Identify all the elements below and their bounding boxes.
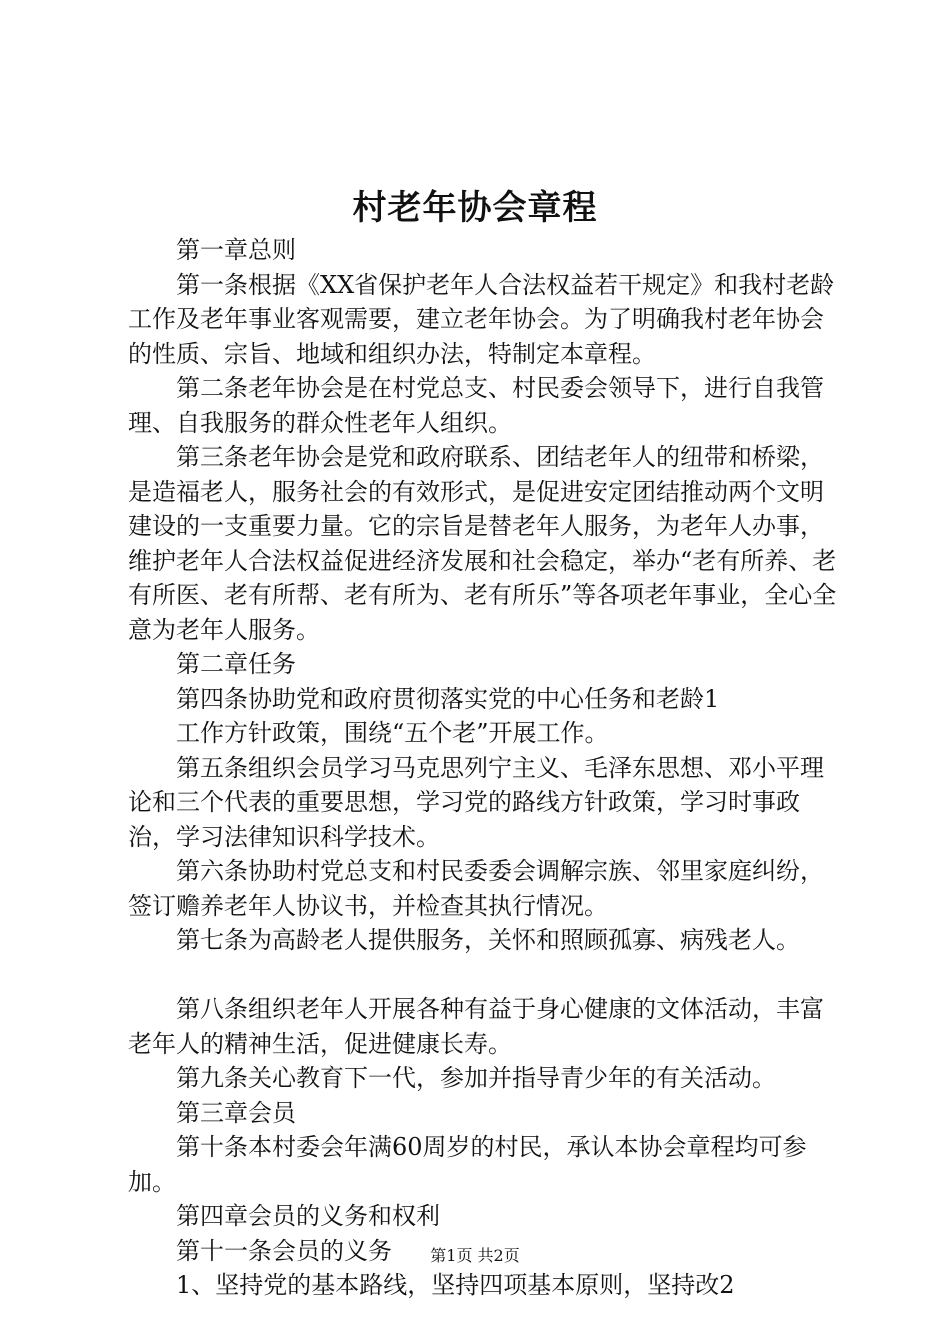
page-footer: 第1页 共2页	[430, 1246, 520, 1265]
article-paragraph: 第五条组织会员学习马克思列宁主义、毛泽东思想、邓小平理论和三个代表的重要思想，学习党的路线方针政策，学习时事政治，学习法律知识科学技术。	[128, 753, 824, 851]
chapter-heading: 第四章会员的义务和权利	[176, 1202, 440, 1230]
document-body	[128, 233, 838, 1303]
article-paragraph: 第九条关心教育下一代，参加并指导青少年的有关活动。	[176, 1064, 776, 1092]
chapter-heading: 第一章总则	[176, 236, 296, 264]
article-paragraph: 第四条协助党和政府贯彻落实党的中心任务和老龄1	[176, 684, 720, 713]
article-paragraph: 第八条组织老年人开展各种有益于身心健康的文体活动，丰富老年人的精神生活，促进健康长寿。	[128, 995, 824, 1058]
article-paragraph: 1、坚持党的基本路线，坚持四项基本原则，坚持改2	[176, 1271, 735, 1299]
article-paragraph: 工作方针政策，围绕“五个老”开展工作。	[176, 719, 609, 747]
article-paragraph: 第十一条会员的义务	[176, 1236, 392, 1265]
chapter-heading: 第三章会员	[176, 1098, 296, 1127]
article-paragraph: 第十条本村委会年满60周岁的村民，承认本协会章程均可参加。	[128, 1133, 807, 1196]
article-paragraph: 第三条老年协会是党和政府联系、团结老年人的纽带和桥梁，是造福老人，服务社会的有效形式，是促进安定团结推动两个文明建设的一支重要力量。它的宗旨是替老年人服务，为老年人办事，维护老年人合法权益促进经济发展和社会稳定，举办“老有所养、老有所医、老有所帮、老有所为、老有所乐”等各项老年事业，全心全意为老年人服务。	[128, 443, 837, 644]
article-paragraph: 第二条老年协会是在村党总支、村民委会领导下，进行自我管理、自我服务的群众性老年人组织。	[128, 374, 824, 437]
article-paragraph: 第七条为高龄老人提供服务，关怀和照顾孤寡、病残老人。	[176, 926, 800, 954]
document-title: 村老年协会章程	[352, 188, 598, 228]
chapter-heading: 第二章任务	[176, 650, 296, 678]
paragraph-gap	[128, 958, 838, 993]
article-paragraph: 第一条根据《XX省保护老年人合法权益若干规定》和我村老龄工作及老年事业客观需要，建立老年协会。为了明确我村老年协会的性质、宗旨、地域和组织办法，特制定本章程。	[128, 270, 835, 368]
article-paragraph: 第六条协助村党总支和村民委委会调解宗族、邻里家庭纠纷，签订赡养老年人协议书，并检查其执行情况。	[128, 857, 824, 920]
